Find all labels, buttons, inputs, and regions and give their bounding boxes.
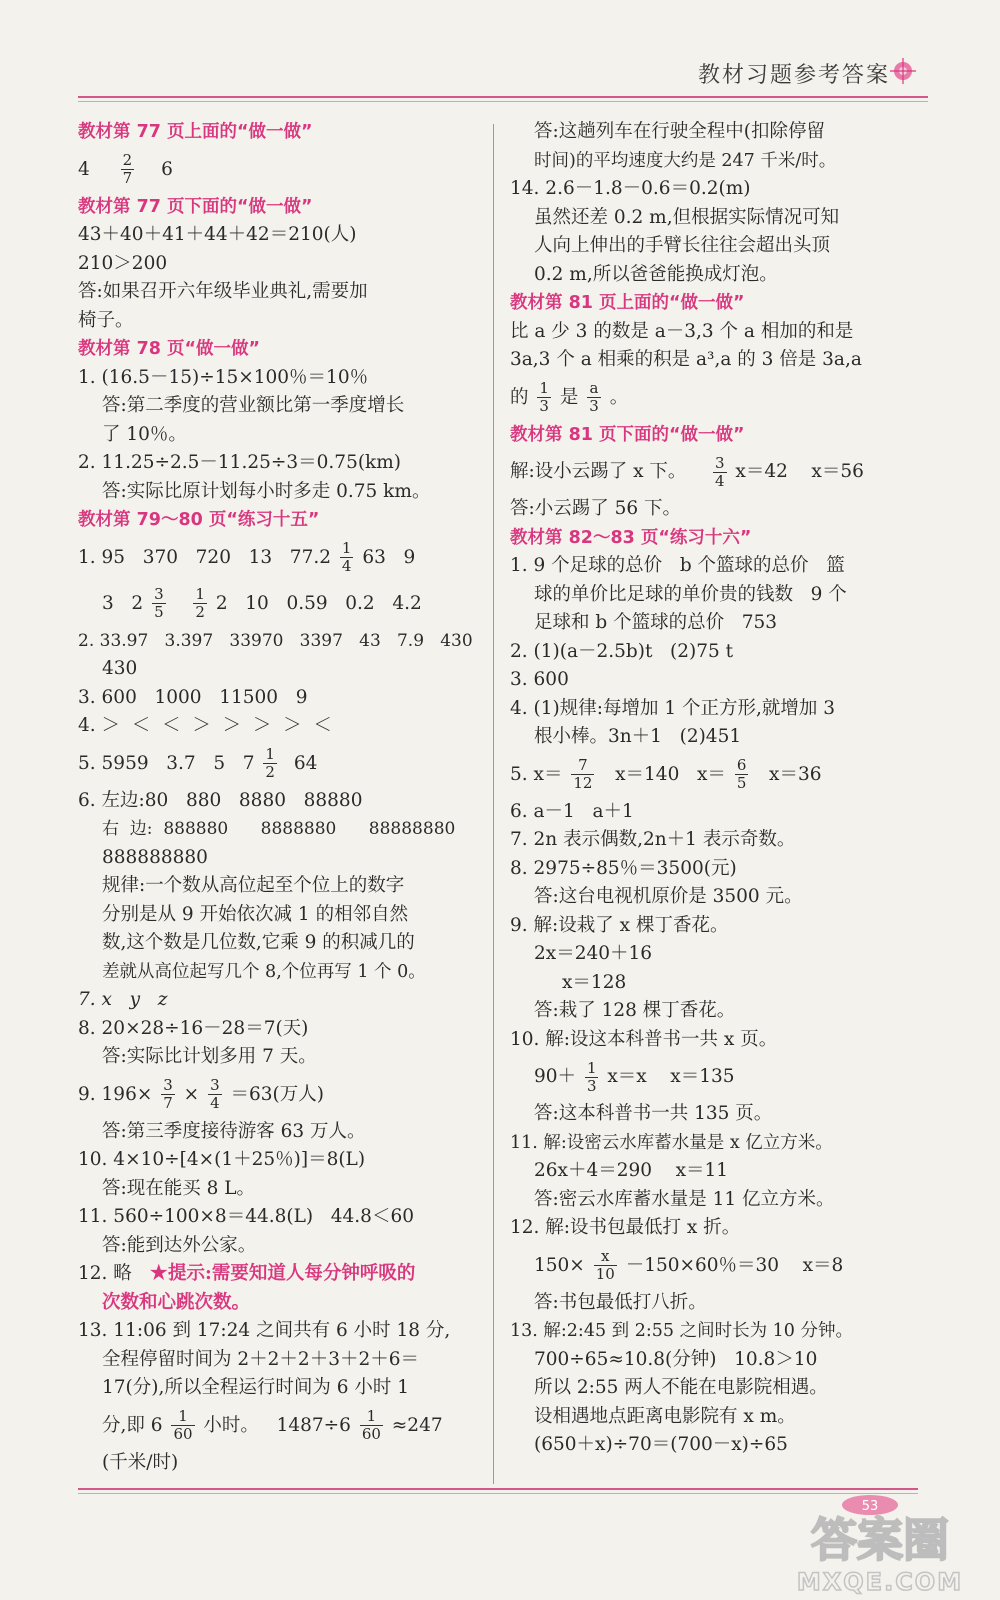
answer-line: 3. 600 1000 11500 9 (78, 686, 308, 708)
answer-line: 6. a－1 a＋1 (510, 800, 634, 822)
answer-line: 3 2 $\frac{3}{5}$ $\frac{1}{2}$ 2 10 0.59 0.2 4.2 (102, 585, 422, 621)
answer-line: 分,即 6 $\frac{1}{60}$ 小时。 1487÷6 $\frac{1}{60}$ ≈247 (102, 1407, 443, 1443)
fraction: $\frac{1}{60}$ (361, 1407, 381, 1443)
answer-line: 17(分),所以全程运行时间为 6 小时 1 (102, 1377, 410, 1398)
answer-line: 答:实际比原计划每小时多走 0.75 km。 (102, 480, 431, 502)
fraction: $\frac{1}{3}$ (539, 379, 549, 415)
answer-line: 数,这个数是几位数,它乘 9 的积减几的 (102, 932, 415, 953)
answer-line: 8. 20×28÷16－28＝7(天) (78, 1017, 309, 1039)
answer-line: 全程停留时间为 2＋2＋2＋3＋2＋6＝ (102, 1348, 420, 1370)
answer-line: 7. x y z (78, 989, 168, 1010)
answer-line: 根小棒。3n＋1 (2)451 (534, 726, 742, 747)
section-heading: 教材第 78 页“做一做” (78, 339, 261, 359)
answer-line: 比 a 少 3 的数是 a－3,3 个 a 相加的和是 (510, 320, 854, 342)
answer-line: 椅子。 (78, 309, 134, 331)
answer-line: 差就从高位起写几个 8,个位再写 1 个 0。 (102, 961, 426, 982)
answer-line: 2. 33.97 3.397 33970 3397 43 7.9 430 (78, 630, 473, 651)
answer-line: 解:设小云踢了 x 下。 $\frac{3}{4}$ x＝42 x＝56 (510, 453, 864, 490)
answer-line: 12. 略 ★提示:需要知道人每分钟呼吸的 (78, 1263, 416, 1284)
answer-line: 答:第三季度接待游客 63 万人。 (102, 1120, 366, 1142)
right-column (510, 118, 922, 1460)
answer-line: 人向上伸出的手臂长往往会超出头顶 (534, 235, 831, 256)
answer-line: 答:如果召开六年级毕业典礼,需要加 (78, 281, 368, 302)
answer-line: 13. 11:06 到 17:24 之间共有 6 小时 18 分, (78, 1320, 451, 1341)
star-icon: ★ (149, 1263, 168, 1284)
answer-line: 右 边: 888880 8888880 88888880 (102, 819, 456, 839)
fraction: $\frac{2}{7}$ (122, 151, 133, 187)
fraction: $\frac{1}{2}$ (265, 745, 275, 781)
answer-line: 次数和心跳次数。 (102, 1291, 251, 1313)
watermark-logo (760, 1496, 1000, 1600)
answer-line: 13. 解:2:45 到 2:55 之间时长为 10 分钟。 (510, 1321, 853, 1341)
answer-line: 足球和 b 个篮球的总价 753 (534, 612, 778, 633)
fraction: $\frac{a}{3}$ (589, 379, 599, 415)
fraction: $\frac{1}{4}$ (341, 539, 352, 575)
answer-line: 5. x＝ $\frac{7}{12}$ x＝140 x＝ $\frac{6}{5}$ x＝36 (510, 756, 822, 792)
hint-label: 提示: (167, 1263, 212, 1284)
answer-line: 7. 2n 表示偶数,2n＋1 表示奇数。 (510, 829, 796, 850)
section-heading: 教材第 82～83 页“练习十六” (510, 527, 752, 548)
answer-line: 答:第二季度的营业额比第一季度增长 (102, 395, 405, 416)
answer-line: 虽然还差 0.2 m,但根据实际情况可知 (534, 206, 840, 228)
fraction: $\frac{3}{4}$ (210, 1076, 220, 1112)
answer-line: 3a,3 个 a 相乘的积是 a³,a 的 3 倍是 3a,a (510, 349, 862, 370)
answer-line: 8. 2975÷85％＝3500(元) (510, 857, 737, 879)
answer-line: 10. 解:设这本科普书一共 x 页。 (510, 1028, 778, 1050)
svg-text:MXQE.COM: MXQE.COM (796, 1568, 964, 1596)
answer-line: 答:密云水库蓄水量是 11 亿立方米。 (534, 1188, 835, 1210)
answer-line: 了 10％。 (102, 423, 187, 445)
answer-line: 答:栽了 128 棵丁香花。 (534, 1000, 736, 1021)
answer-line: 1. 95 370 720 13 77.2 $\frac{1}{4}$ 63 9 (78, 539, 416, 575)
answer-line: 球的单价比足球的单价贵的钱数 9 个 (534, 583, 847, 605)
answer-line: 答:这本科普书一共 135 页。 (534, 1103, 773, 1124)
fraction: $\frac{x}{10}$ (595, 1247, 615, 1283)
section-heading: 教材第 81 页下面的“做一做” (510, 424, 745, 445)
answer-line: 0.2 m,所以爸爸能换成灯泡。 (534, 263, 778, 285)
answer-line: 4. (1)规律:每增加 1 个正方形,就增加 3 (510, 697, 836, 719)
answer-line: 2x＝240＋16 (534, 943, 653, 964)
answer-line: (650＋x)÷70＝(700－x)÷65 (534, 1434, 788, 1455)
page-header-title: 教材习题参考答案 (697, 63, 890, 88)
fraction: $\frac{1}{2}$ (195, 585, 205, 621)
answer-line: (千米/时) (102, 1451, 179, 1473)
section-heading: 教材第 77 页上面的“做一做” (78, 122, 313, 142)
answer-line: 11. 560÷100×8＝44.8(L) 44.8＜60 (78, 1206, 414, 1227)
answer-line: 时间)的平均速度大约是 247 千米/时。 (534, 150, 837, 171)
answer-line: 1. 9 个足球的总价 b 个篮球的总价 篮 (510, 555, 845, 576)
answer-line: 答:现在能买 8 L。 (102, 1177, 256, 1199)
answer-line: 90＋ $\frac{1}{3}$ x＝x x＝135 (534, 1058, 735, 1095)
answer-line: 9. 解:设栽了 x 棵丁香花。 (510, 914, 729, 936)
answer-line: 4. ＞ ＜ ＜ ＞ ＞ ＞ ＞ ＜ (78, 715, 332, 736)
answer-line: 答:实际比计划多用 7 天。 (102, 1046, 317, 1067)
svg-text:答案圈: 答案圈 (811, 1513, 949, 1567)
column-divider (493, 124, 494, 1484)
answer-line: x＝128 (562, 971, 627, 993)
answer-line: 6. 左边:80 880 8880 88880 (78, 789, 363, 811)
answer-line: 150× $\frac{x}{10}$ －150×60％＝30 x＝8 (534, 1247, 844, 1283)
answer-line: 答:书包最低打八折。 (534, 1291, 707, 1313)
answer-line: 43＋40＋41＋44＋42＝210(人) (78, 224, 357, 245)
answer-line: 3. 600 (510, 669, 569, 690)
answer-line: 2. 11.25÷2.5－11.25÷3＝0.75(km) (78, 452, 402, 473)
flower-ornament-icon (888, 56, 918, 86)
fraction: $\frac{3}{4}$ (714, 453, 725, 490)
answer-line: 700÷65≈10.8(分钟) 10.8＞10 (534, 1348, 818, 1370)
section-heading: 教材第 81 页上面的“做一做” (510, 293, 745, 313)
answer-line: 设相遇地点距离电影院有 x m。 (534, 1405, 796, 1427)
fraction: $\frac{7}{12}$ (573, 756, 593, 792)
answer-line: 所以 2:55 两人不能在电影院相遇。 (534, 1377, 828, 1398)
section-heading: 教材第 79～80 页“练习十五” (78, 510, 320, 530)
answer-line: 2. (1)(a－2.5b)t (2)75 t (510, 640, 734, 662)
fraction: $\frac{3}{5}$ (154, 585, 164, 621)
answer-line: 11. 解:设密云水库蓄水量是 x 亿立方米。 (510, 1132, 833, 1153)
answer-line: 答:能到达外公家。 (102, 1234, 257, 1256)
header-rule-thin (78, 101, 928, 102)
answer-line: 10. 4×10÷[4×(1＋25％)]＝8(L) (78, 1149, 366, 1170)
answer-line: 答:这趟列车在行驶全程中(扣除停留 (534, 121, 825, 142)
fraction: $\frac{3}{7}$ (163, 1076, 173, 1112)
fraction: $\frac{1}{60}$ (173, 1407, 193, 1443)
answer-line: 14. 2.6－1.8－0.6＝0.2(m) (510, 178, 751, 199)
svg-text:53: 53 (861, 1499, 879, 1514)
answer-line: 答:小云踢了 56 下。 (510, 498, 682, 519)
footer-rule-thin (78, 1493, 918, 1494)
answer-line: 9. 196× $\frac{3}{7}$ × $\frac{3}{4}$ ＝63(万人) (78, 1076, 324, 1112)
answer-line: 的 $\frac{1}{3}$ 是 $\frac{a}{3}$ 。 (510, 379, 629, 415)
answer-line: 1. (16.5－15)÷15×100％＝10％ (78, 366, 369, 388)
answer-line: 4 $\frac{2}{7}$ 6 (78, 151, 173, 187)
footer-rule (78, 1488, 918, 1490)
left-column (78, 118, 483, 1477)
answer-line: 210＞200 (78, 252, 168, 274)
answer-line: 12. 解:设书包最低打 x 折。 (510, 1217, 741, 1238)
section-heading: 教材第 77 页下面的“做一做” (78, 196, 313, 217)
answer-line: 26x＋4＝290 x＝11 (534, 1160, 729, 1181)
answer-line: 分别是从 9 开始依次减 1 的相邻自然 (102, 903, 409, 925)
fraction: $\frac{6}{5}$ (736, 756, 747, 792)
answer-line: 5. 5959 3.7 5 7 $\frac{1}{2}$ 64 (78, 745, 318, 781)
answer-line: 888888880 (102, 846, 208, 868)
header-rule (78, 96, 928, 98)
fraction: $\frac{1}{3}$ (586, 1058, 597, 1095)
answer-line: 规律:一个数从高位起至个位上的数字 (102, 875, 405, 896)
answer-line: 答:这台电视机原价是 3500 元。 (534, 886, 803, 907)
answer-line: 430 (102, 658, 138, 679)
